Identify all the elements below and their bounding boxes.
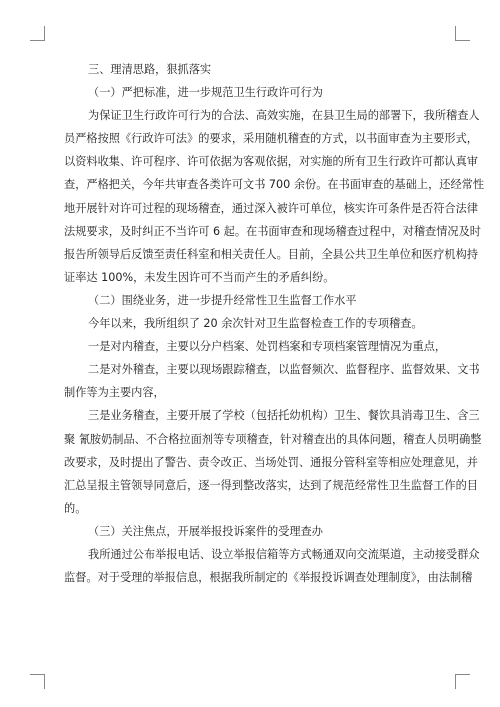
subsection-heading: （三）关注焦点，开展举报投诉案件的受理查办 — [88, 524, 323, 538]
paragraph-line: 法规要求，及时纠正不当许可 6 起。在书面审查和现场稽查过程中，对稽查情况及时 — [64, 224, 481, 238]
paragraph-line: 证率达 100%，未发生因许可不当而产生的矛盾纠纷。 — [64, 270, 335, 284]
paragraph-line: 聚 氰胺奶制品、不合格拉面剂等专项稽查，针对稽查出的具体问题，稽查人员明确整 — [64, 432, 482, 446]
paragraph-line: 今年以来，我所组织了 20 余次针对卫生监督检查工作的专项稽查。 — [88, 317, 423, 331]
paragraph-line: 改要求，及时提出了警告、责令改正、当场处罚、通报分管科室等相应处理意见，并 — [64, 455, 478, 469]
section-heading: 三、理清思路，狠抓落实 — [88, 63, 212, 76]
paragraph-line: 的。 — [64, 501, 87, 515]
crop-mark-bottom-right — [455, 674, 470, 689]
paragraph-line: 地开展针对许可过程的现场稽查，通过深入被许可单位，核实许可条件是否符合法律 — [64, 201, 478, 215]
document-body — [64, 58, 485, 589]
paragraph-line: 员严格按照《行政许可法》的要求，采用随机稽查的方式，以书面审查为主要形式， — [64, 132, 478, 146]
subsection-heading: （二）围绕业务，进一步提升经常性卫生监督工作水平 — [88, 293, 357, 307]
paragraph-line: 查，严格把关，今年共审查各类许可文书 700 余份。在书面审查的基础上，还经常性 — [64, 178, 485, 192]
paragraph-line: 一是对内稽查，主要以分户档案、处罚档案和专项档案管理情况为重点， — [88, 340, 447, 354]
paragraph-line: 为保证卫生行政许可行为的合法、高效实施，在县卫生局的部署下，我所稽查人 — [88, 109, 480, 123]
paragraph-line: 我所通过公布举报电话、设立举报信箱等方式畅通双向交流渠道，主动接受群众 — [88, 547, 480, 561]
paragraph-line: 监督。对于受理的举报信息，根据我所制定的《举报投诉调查处理制度》，由法制稽 — [64, 571, 473, 585]
paragraph-line: 二是对外稽查，主要以现场跟踪稽查，以监督频次、监督程序、监督效果、文书 — [88, 363, 480, 377]
crop-mark-top-right — [455, 26, 470, 41]
crop-mark-top-left — [30, 26, 45, 41]
paragraph-line: 报告所领导后反馈至责任科室和相关责任人。目前，全县公共卫生单位和医疗机构持 — [64, 247, 478, 261]
crop-mark-bottom-left — [30, 674, 45, 689]
subsection-heading: （一）严把标准，进一步规范卫生行政许可行为 — [88, 86, 323, 100]
paragraph-line: 三是业务稽查，主要开展了学校（包括托幼机构）卫生、餐饮具消毒卫生、含三 — [88, 409, 480, 423]
paragraph-line: 汇总呈报主管领导同意后，逐一得到整改落实，达到了规范经常性卫生监督工作的目 — [64, 478, 478, 492]
paragraph-line: 以资料收集、许可程序、许可依据为客观依据，对实施的所有卫生行政许可都认真审 — [64, 155, 478, 169]
paragraph-line: 制作等为主要内容， — [64, 386, 165, 400]
